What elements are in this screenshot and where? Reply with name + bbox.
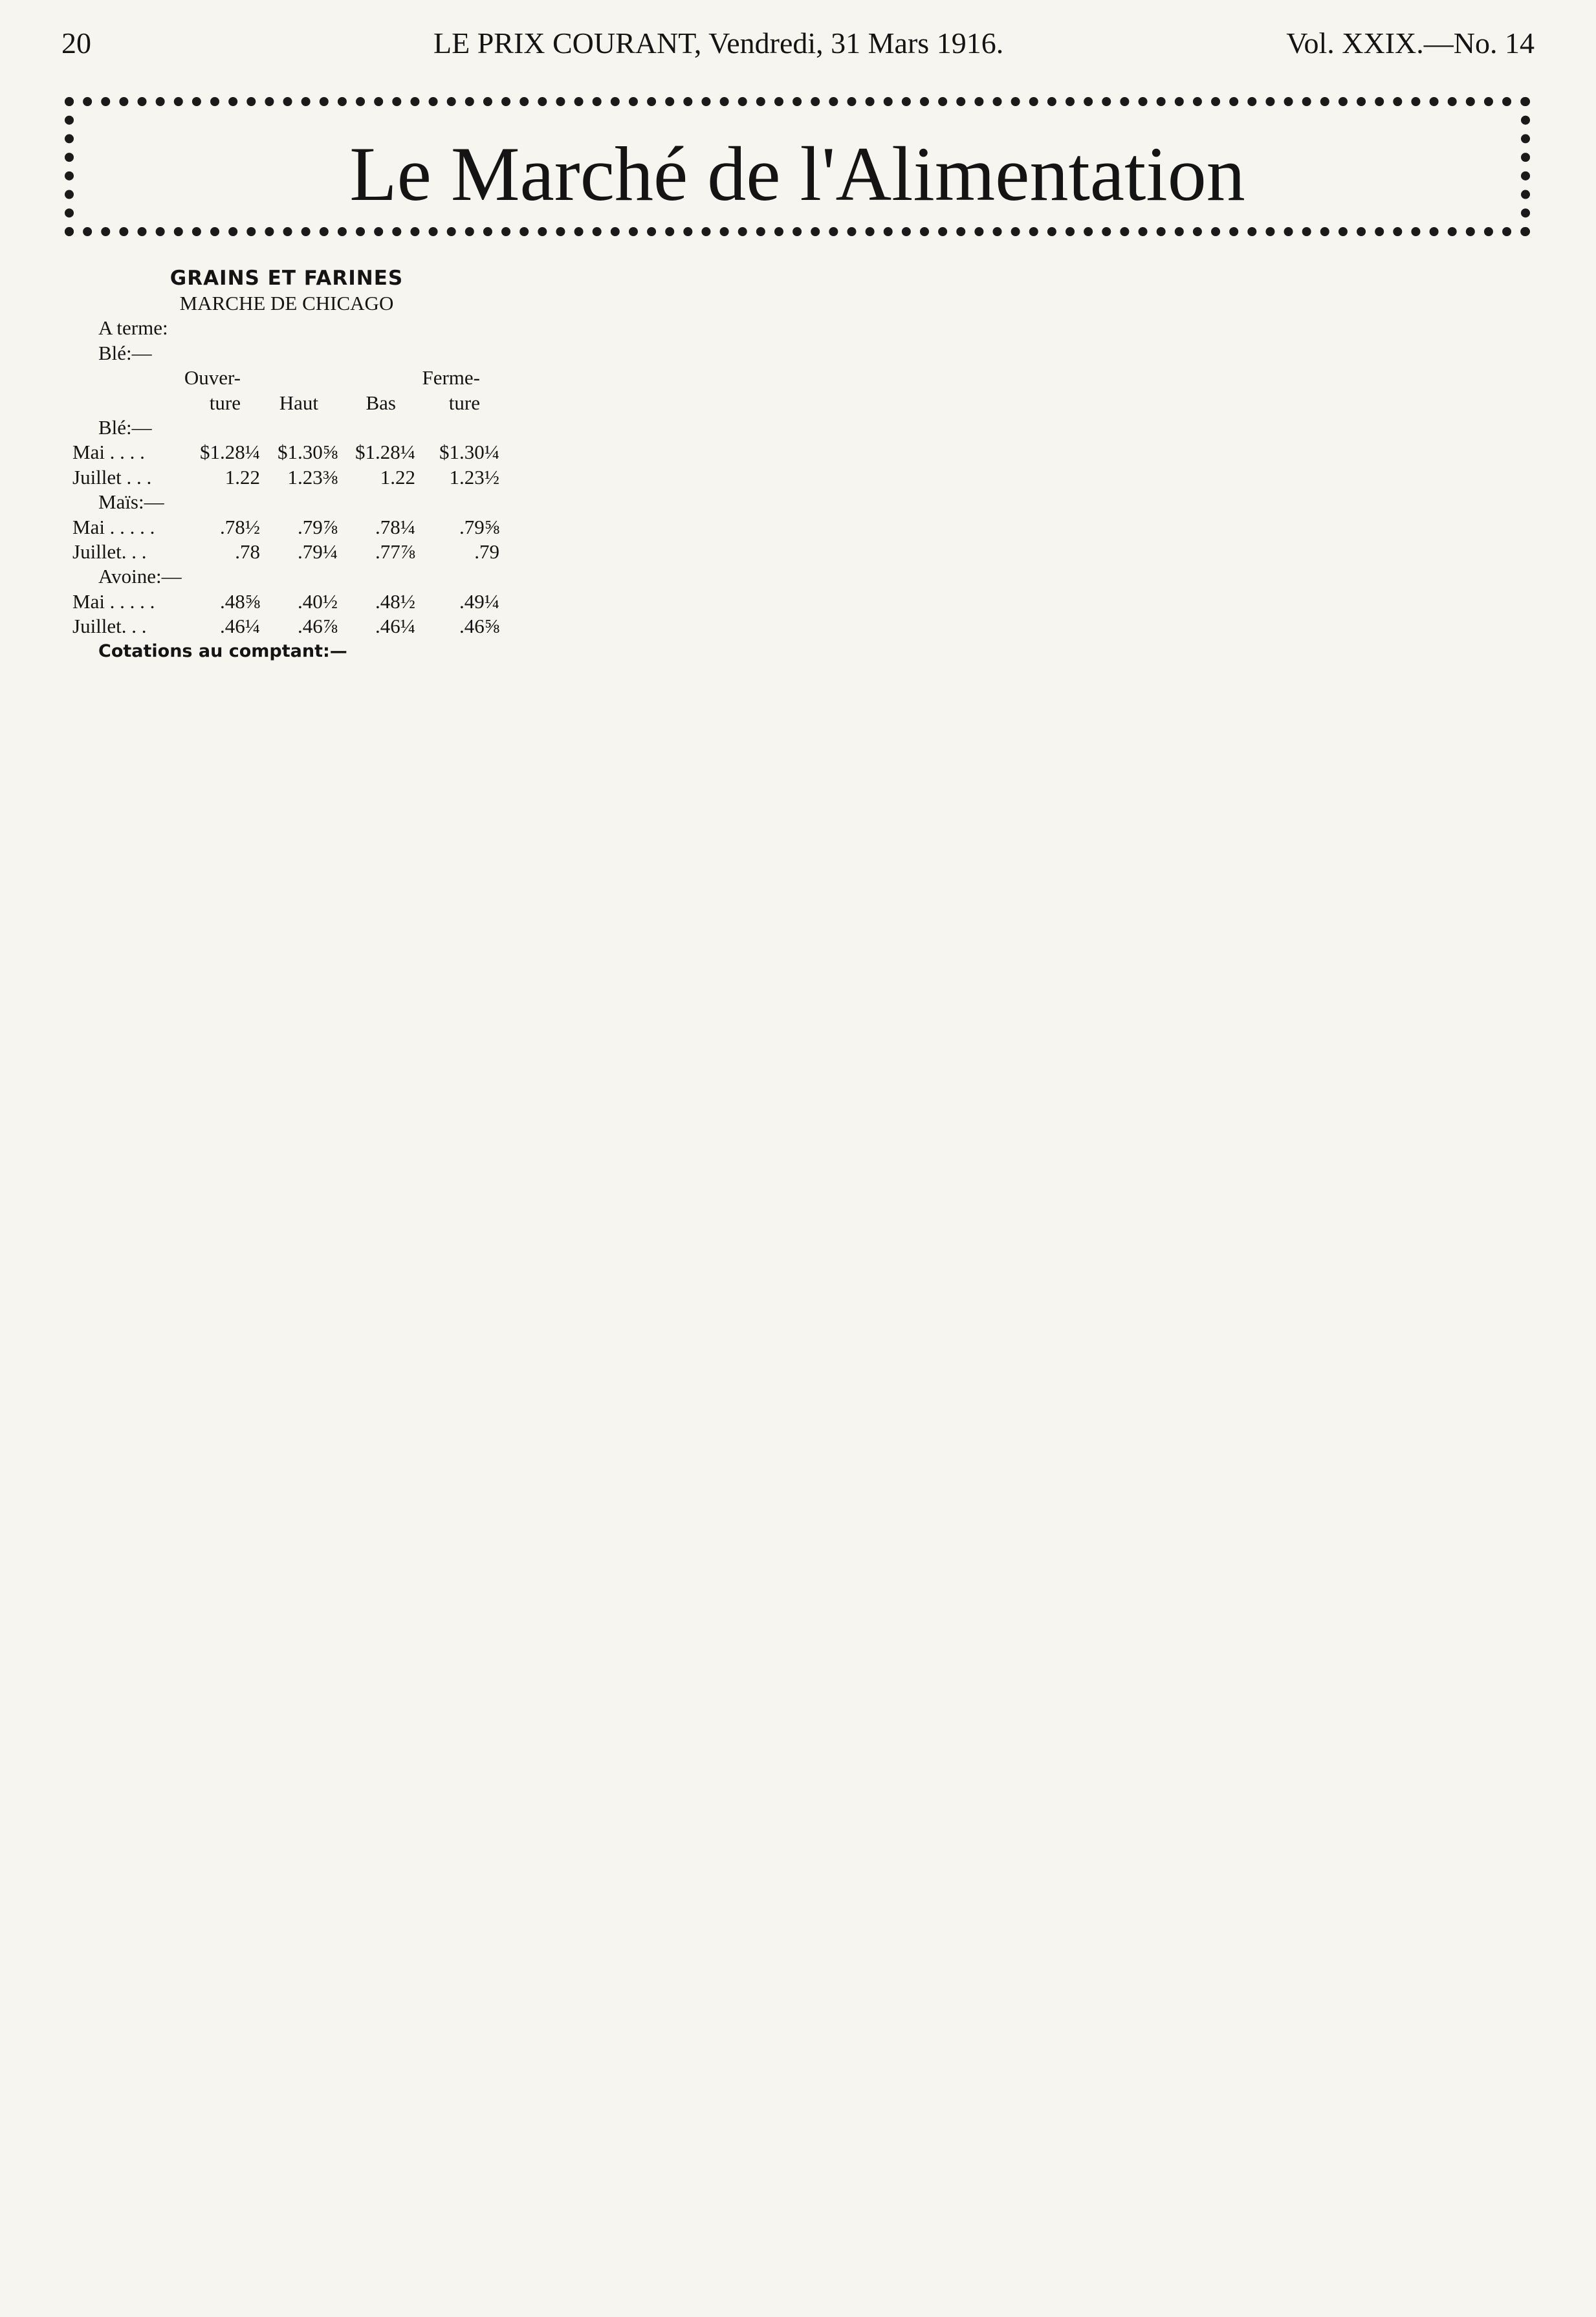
quote-cell: Haut (279, 391, 318, 414)
quote-cell: .46⅞ (298, 615, 338, 638)
quote-row (72, 440, 501, 465)
quote-cell: .79⅝ (459, 515, 499, 538)
quote-cell: .78¼ (375, 515, 415, 538)
quote-cell (318, 366, 396, 390)
quote-row (72, 465, 501, 490)
quote-row (72, 515, 501, 540)
banner-title: Le Marché de l'Alimentation (349, 131, 1245, 217)
quote-cell: .46¼ (375, 615, 415, 638)
quote-row (72, 589, 501, 614)
quote-cell: Juillet . . . (72, 465, 152, 489)
text-line: Avoine:— (98, 565, 182, 588)
quote-cell: .46⅝ (459, 615, 499, 638)
quote-cell: 1.23⅜ (287, 465, 338, 489)
quote-cell: ture (448, 391, 480, 414)
text-line: Blé:— (98, 341, 152, 364)
quote-cell (72, 366, 131, 390)
quote-cell: $1.28¼ (355, 441, 415, 464)
quote-cell: 1.23½ (449, 465, 499, 489)
quote-cell: .48½ (375, 589, 415, 613)
quote-cell: .49¼ (459, 589, 499, 613)
quote-row (72, 540, 501, 564)
volume-number: Vol. XXIX.—No. 14 (1286, 27, 1535, 60)
quote-row (72, 614, 501, 639)
quote-cell: $1.30⅝ (278, 441, 338, 464)
quote-cell: Juillet. . . (72, 540, 147, 564)
quote-cell: Juillet. . . (72, 615, 147, 638)
text-line: Maïs:— (98, 490, 164, 514)
quote-row (72, 366, 501, 390)
quote-cell: .40½ (298, 589, 338, 613)
quote-cell: $1.28¼ (200, 441, 260, 464)
subsection-title: Cotations au comptant:— (98, 641, 347, 661)
section-banner (65, 97, 1530, 236)
text-line: A terme: (98, 316, 168, 340)
quote-cell: Bas (366, 391, 396, 414)
quote-cell: ture (209, 391, 241, 414)
section-title: GRAINS ET FARINES (169, 267, 404, 290)
quote-cell: $1.30¼ (439, 441, 499, 464)
quote-cell (72, 391, 131, 415)
quote-cell: .78 (235, 540, 260, 564)
quote-cell (241, 366, 318, 390)
quote-cell: .48⅝ (220, 589, 260, 613)
quote-cell: Mai . . . . . (72, 589, 155, 613)
quote-cell: 1.22 (224, 465, 260, 489)
quote-cell: Ouver- (184, 366, 241, 390)
quote-cell: .79¼ (298, 540, 338, 564)
quote-cell: Ferme- (422, 366, 480, 390)
text-line: Blé:— (98, 416, 152, 439)
quote-cell: .79 (474, 540, 499, 564)
page-number: 20 (61, 27, 91, 60)
quote-cell: .78½ (220, 515, 260, 538)
quote-cell: .77⅞ (375, 540, 415, 564)
quote-row (72, 391, 501, 415)
page-header (61, 26, 1535, 65)
subsection-title: MARCHE DE CHICAGO (179, 292, 394, 314)
quote-cell: .46¼ (220, 615, 260, 638)
quote-cell: Mai . . . . (72, 441, 145, 464)
quote-cell: .79⅞ (298, 515, 338, 538)
journal-title: LE PRIX COURANT, Vendredi, 31 Mars 1916. (433, 27, 1004, 60)
quote-cell: 1.22 (380, 465, 415, 489)
column-1 (72, 265, 501, 664)
quote-cell: Mai . . . . . (72, 515, 155, 538)
